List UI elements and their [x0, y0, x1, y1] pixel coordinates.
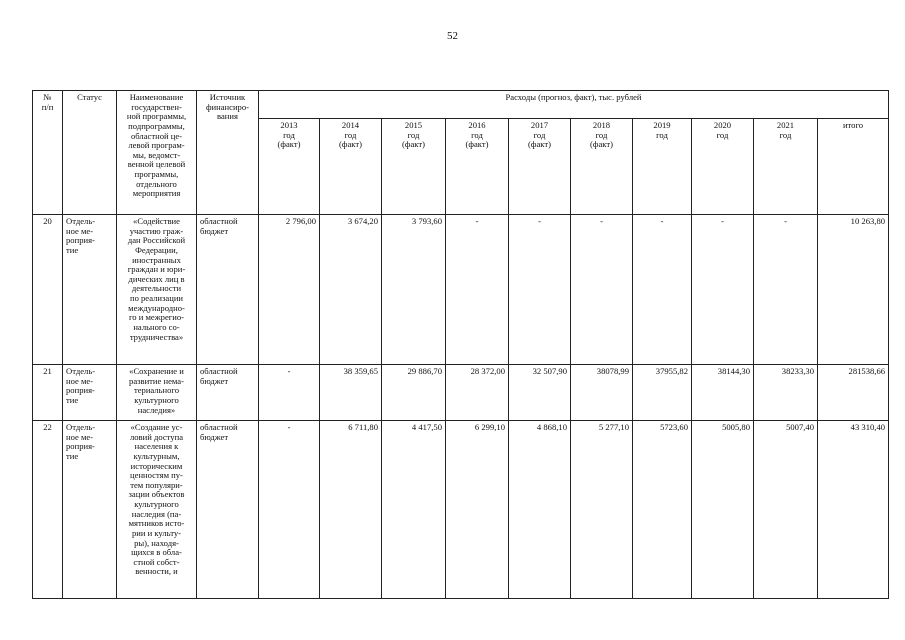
row-value-2016: 28 372,00: [446, 365, 509, 421]
header-name: Наименование государствен- ной программы, подпрограммы, областной це- левой програм- мы, ведомст- венной целевой программы, отдельного мероприятия: [117, 91, 197, 215]
row-name: «Сохранение и развитие нема- териального культурного наследия»: [117, 365, 197, 421]
row-value-total: 10 263,80: [818, 215, 889, 365]
row-value-2021: 5007,40: [754, 421, 818, 599]
row-value-2020: 5005,80: [692, 421, 754, 599]
row-status: Отдель- ное ме- роприя- тие: [63, 421, 117, 599]
row-value-2013: -: [259, 365, 320, 421]
row-num: 20: [33, 215, 63, 365]
row-value-2016: 6 299,10: [446, 421, 509, 599]
header-expenses: Расходы (прогноз, факт), тыс. рублей: [259, 91, 889, 119]
header-source: Источник финансиро- вания: [197, 91, 259, 215]
row-value-2020: 38144,30: [692, 365, 754, 421]
row-value-2015: 3 793,60: [382, 215, 446, 365]
row-name: «Создание ус- ловий доступа населения к культурным, историческим ценностям пу- тем популяри- зации объектов культурного наследия (па- мятников исто- рии и культу- ры), находя- щихся в обла- стной собст- венности, и: [117, 421, 197, 599]
header-num: № п/п: [33, 91, 63, 215]
table-row: [33, 365, 889, 421]
header-year-2013: 2013 год (факт): [259, 119, 320, 215]
row-value-2015: 4 417,50: [382, 421, 446, 599]
row-value-2018: 5 277,10: [571, 421, 633, 599]
row-status: Отдель- ное ме- роприя- тие: [63, 215, 117, 365]
row-value-2021: -: [754, 215, 818, 365]
header-year-2018: 2018 год (факт): [571, 119, 633, 215]
header-year-2021: 2021 год: [754, 119, 818, 215]
header-year-2019: 2019 год: [633, 119, 692, 215]
row-value-2019: 37955,82: [633, 365, 692, 421]
header-year-2015: 2015 год (факт): [382, 119, 446, 215]
header-year-2017: 2017 год (факт): [509, 119, 571, 215]
header-year-2020: 2020 год: [692, 119, 754, 215]
row-value-2014: 38 359,65: [320, 365, 382, 421]
row-value-2014: 6 711,80: [320, 421, 382, 599]
row-value-2013: -: [259, 421, 320, 599]
row-value-2014: 3 674,20: [320, 215, 382, 365]
row-value-2017: 4 868,10: [509, 421, 571, 599]
row-value-2017: -: [509, 215, 571, 365]
row-source: областной бюджет: [197, 421, 259, 599]
row-num: 21: [33, 365, 63, 421]
row-value-total: 43 310,40: [818, 421, 889, 599]
header-year-2014: 2014 год (факт): [320, 119, 382, 215]
row-value-2018: 38078,99: [571, 365, 633, 421]
table-row: [33, 215, 889, 365]
header-total: итого: [818, 119, 889, 215]
row-value-2019: 5723,60: [633, 421, 692, 599]
row-status: Отдель- ное ме- роприя- тие: [63, 365, 117, 421]
table-row: [33, 421, 889, 599]
page-number: 52: [447, 30, 458, 42]
header-year-2016: 2016 год (факт): [446, 119, 509, 215]
row-value-2018: -: [571, 215, 633, 365]
row-value-2013: 2 796,00: [259, 215, 320, 365]
budget-table: [32, 90, 889, 599]
header-status: Статус: [63, 91, 117, 215]
row-value-2016: -: [446, 215, 509, 365]
row-value-2020: -: [692, 215, 754, 365]
row-value-2019: -: [633, 215, 692, 365]
row-num: 22: [33, 421, 63, 599]
row-value-2021: 38233,30: [754, 365, 818, 421]
row-source: областной бюджет: [197, 215, 259, 365]
row-name: «Содействие участию граж- дан Российской Федерации, иностранных граждан и юри- дических лиц в деятельности по реализации международно- го и межрегио- нального со- трудничества»: [117, 215, 197, 365]
row-value-total: 281538,66: [818, 365, 889, 421]
row-value-2017: 32 507,90: [509, 365, 571, 421]
row-value-2015: 29 886,70: [382, 365, 446, 421]
row-source: областной бюджет: [197, 365, 259, 421]
